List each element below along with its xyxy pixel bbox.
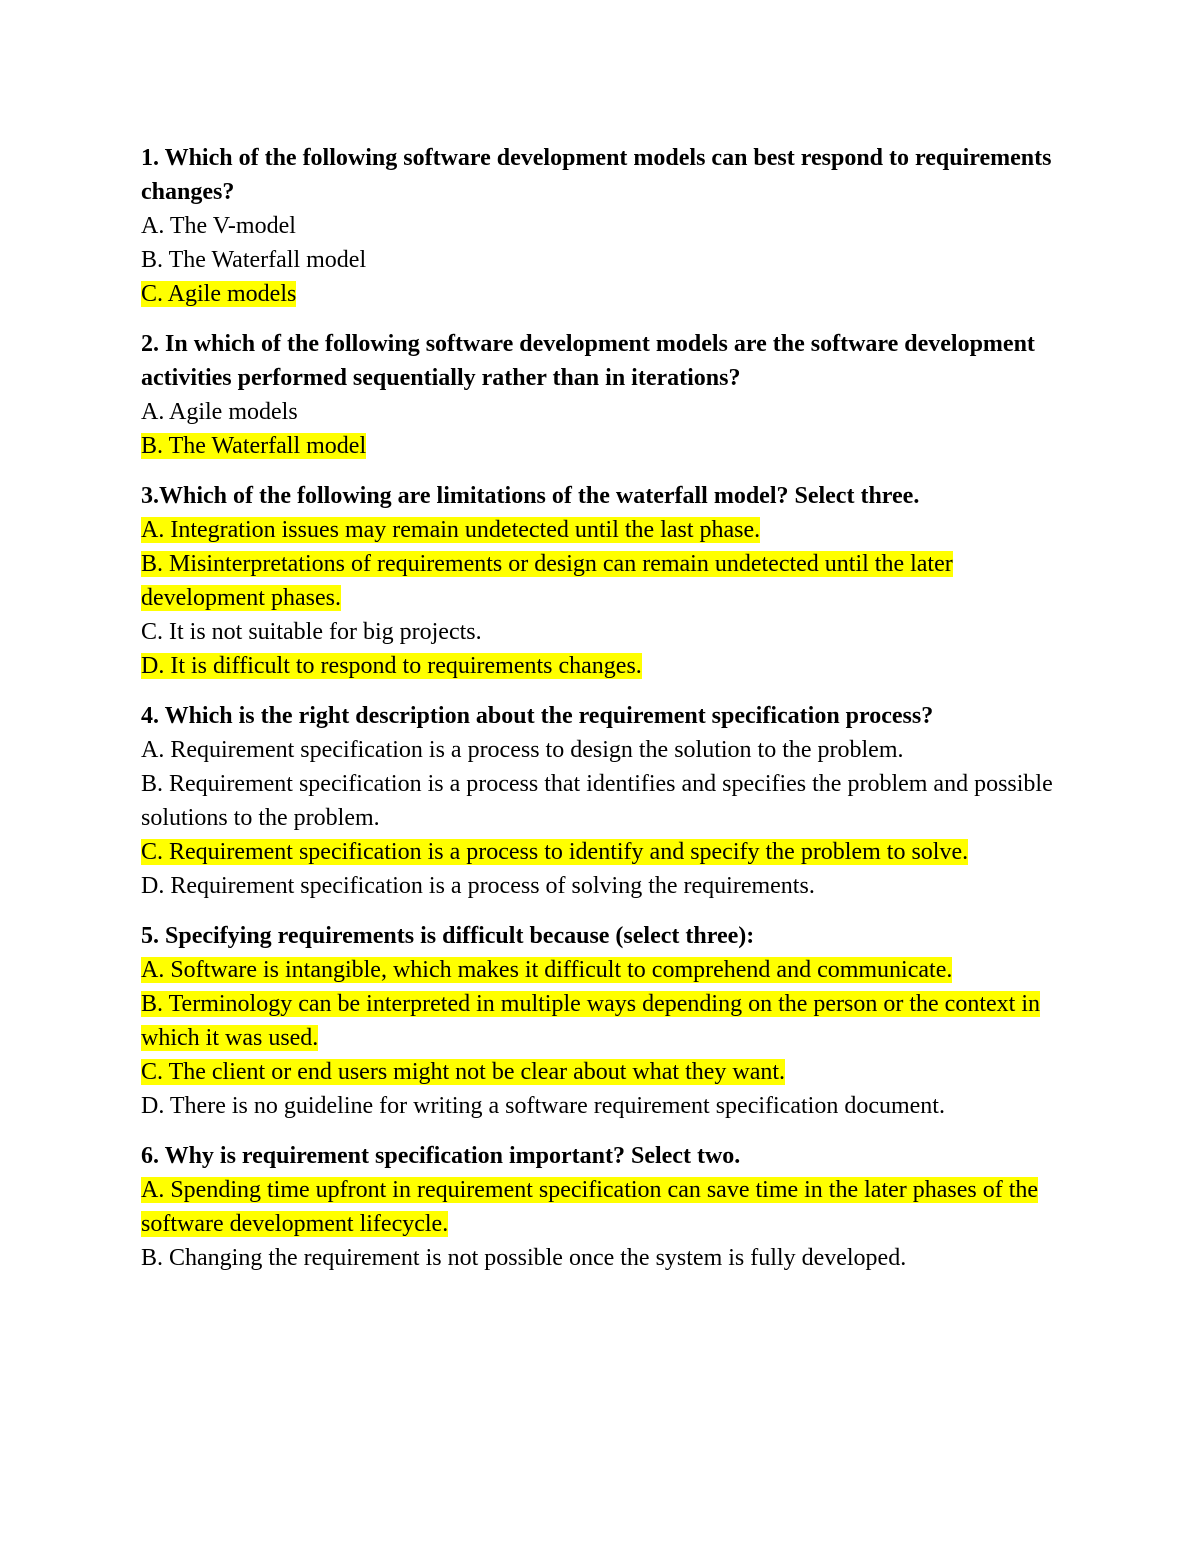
question-block [141, 919, 1071, 1123]
answer-option-highlighted [141, 835, 1071, 869]
option-text: C. It is not suitable for big projects. [141, 619, 482, 645]
option-text: B. The Waterfall model [141, 247, 367, 273]
option-text: B. Changing the requirement is not possible once the system is fully developed. [141, 1245, 907, 1271]
option-text: A. Requirement specification is a process to design the solution to the problem. [141, 737, 904, 763]
option-text: A. Integration issues may remain undetected until the last phase. [141, 517, 761, 543]
question-text: 4. Which is the right description about the requirement specification process? [141, 703, 934, 729]
question-block [141, 1139, 1071, 1275]
option-text: C. Requirement specification is a process to identify and specify the problem to solve. [141, 839, 969, 865]
answer-option-highlighted [141, 1173, 1071, 1241]
document-page [141, 141, 1071, 1291]
question-text: 3.Which of the following are limitations of the waterfall model? Select three. [141, 483, 920, 509]
answer-option [141, 767, 1071, 835]
answer-option [141, 1089, 1071, 1123]
question-text: 1. Which of the following software development models can best respond to requirements changes? [141, 145, 1052, 205]
answer-option-highlighted [141, 649, 1071, 683]
question-text: 5. Specifying requirements is difficult because (select three): [141, 923, 755, 949]
question-block [141, 141, 1071, 311]
answer-option [141, 395, 1071, 429]
option-text: A. Spending time upfront in requirement specification can save time in the later phases of the software development lifecycle. [141, 1177, 1039, 1237]
option-text: C. Agile models [141, 281, 297, 307]
question-block [141, 327, 1071, 463]
option-text: D. Requirement specification is a process of solving the requirements. [141, 873, 815, 899]
option-text: A. Agile models [141, 399, 298, 425]
option-text: B. The Waterfall model [141, 433, 367, 459]
question-block [141, 699, 1071, 903]
answer-option-highlighted [141, 987, 1071, 1055]
option-text: A. Software is intangible, which makes it difficult to comprehend and communicate. [141, 957, 953, 983]
answer-option [141, 615, 1071, 649]
answer-option [141, 1241, 1071, 1275]
option-text: C. The client or end users might not be clear about what they want. [141, 1059, 786, 1085]
option-text: B. Terminology can be interpreted in multiple ways depending on the person or the context in which it was used. [141, 991, 1040, 1051]
answer-option [141, 209, 1071, 243]
answer-option-highlighted [141, 953, 1071, 987]
question-text: 2. In which of the following software development models are the software development activities performed sequentially rather than in iterations? [141, 331, 1035, 391]
answer-option [141, 243, 1071, 277]
answer-option-highlighted [141, 513, 1071, 547]
answer-option-highlighted [141, 1055, 1071, 1089]
option-text: A. The V-model [141, 213, 296, 239]
question-block [141, 479, 1071, 683]
answer-option [141, 869, 1071, 903]
answer-option [141, 733, 1071, 767]
option-text: B. Misinterpretations of requirements or design can remain undetected until the later development phases. [141, 551, 953, 611]
question-text: 6. Why is requirement specification important? Select two. [141, 1143, 741, 1169]
answer-option-highlighted [141, 277, 1071, 311]
answer-option-highlighted [141, 429, 1071, 463]
answer-option-highlighted [141, 547, 1071, 615]
option-text: D. There is no guideline for writing a software requirement specification document. [141, 1093, 945, 1119]
option-text: B. Requirement specification is a process that identifies and specifies the problem and possible solutions to the problem. [141, 771, 1053, 831]
option-text: D. It is difficult to respond to requirements changes. [141, 653, 642, 679]
